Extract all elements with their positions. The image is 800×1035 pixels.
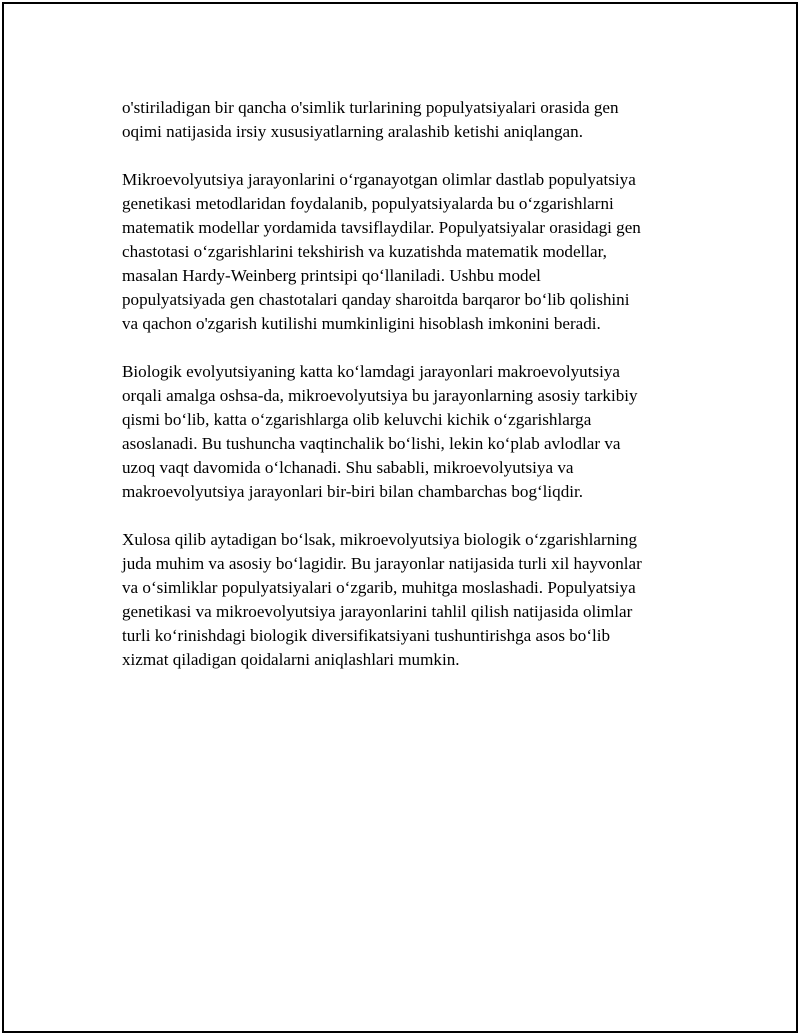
text-line: turli ko‘rinishdagi biologik diversifikatsiyani tushuntirishga asos bo‘lib <box>122 626 611 645</box>
text-line: va o‘simliklar populyatsiyalari o‘zgarib, muhitga moslashadi. Populyatsiya <box>122 578 636 597</box>
text-line: va qachon o'zgarish kutilishi mumkinligini hisoblash imkonini beradi. <box>122 314 601 333</box>
text-line: Xulosa qilib aytadigan bo‘lsak, mikroevolyutsiya biologik o‘zgarishlarning <box>122 530 638 549</box>
text-line: masalan Hardy-Weinberg printsipi qo‘llaniladi. Ushbu model <box>122 266 541 285</box>
text-line: o'stiriladigan bir qancha o'simlik turlarining populyatsiyalari orasida gen <box>122 98 619 117</box>
text-line: uzoq vaqt davomida o‘lchanadi. Shu sababli, mikroevolyutsiya va <box>122 458 574 477</box>
text-line: juda muhim va asosiy bo‘lagidir. Bu jarayonlar natijasida turli xil hayvonlar <box>122 554 642 573</box>
text-line: oqimi natijasida irsiy xususiyatlarning aralashib ketishi aniqlangan. <box>122 122 583 141</box>
text-line: genetikasi metodlaridan foydalanib, populyatsiyalarda bu o‘zgarishlarni <box>122 194 614 213</box>
text-line: xizmat qiladigan qoidalarni aniqlashlari mumkin. <box>122 650 460 669</box>
text-line: asoslanadi. Bu tushuncha vaqtinchalik bo‘lishi, lekin ko‘plab avlodlar va <box>122 434 621 453</box>
paragraph-1 <box>122 96 687 144</box>
paragraph-3 <box>122 360 687 504</box>
paragraph-2 <box>122 168 687 336</box>
text-line: makroevolyutsiya jarayonlari bir-biri bilan chambarchas bog‘liqdir. <box>122 482 584 501</box>
paragraph-4 <box>122 528 687 672</box>
text-line: matematik modellar yordamida tavsiflaydilar. Populyatsiyalar orasidagi gen <box>122 218 641 237</box>
document-body <box>122 96 687 696</box>
text-line: qismi bo‘lib, katta o‘zgarishlarga olib keluvchi kichik o‘zgarishlarga <box>122 410 592 429</box>
text-line: populyatsiyada gen chastotalari qanday sharoitda barqaror bo‘lib qolishini <box>122 290 630 309</box>
text-line: Mikroevolyutsiya jarayonlarini o‘rganayotgan olimlar dastlab populyatsiya <box>122 170 636 189</box>
text-line: genetikasi va mikroevolyutsiya jarayonlarini tahlil qilish natijasida olimlar <box>122 602 633 621</box>
text-line: Biologik evolyutsiyaning katta ko‘lamdagi jarayonlari makroevolyutsiya <box>122 362 620 381</box>
text-line: orqali amalga oshsa-da, mikroevolyutsiya bu jarayonlarning asosiy tarkibiy <box>122 386 638 405</box>
text-line: chastotasi o‘zgarishlarini tekshirish va kuzatishda matematik modellar, <box>122 242 607 261</box>
document-page <box>2 2 798 1033</box>
